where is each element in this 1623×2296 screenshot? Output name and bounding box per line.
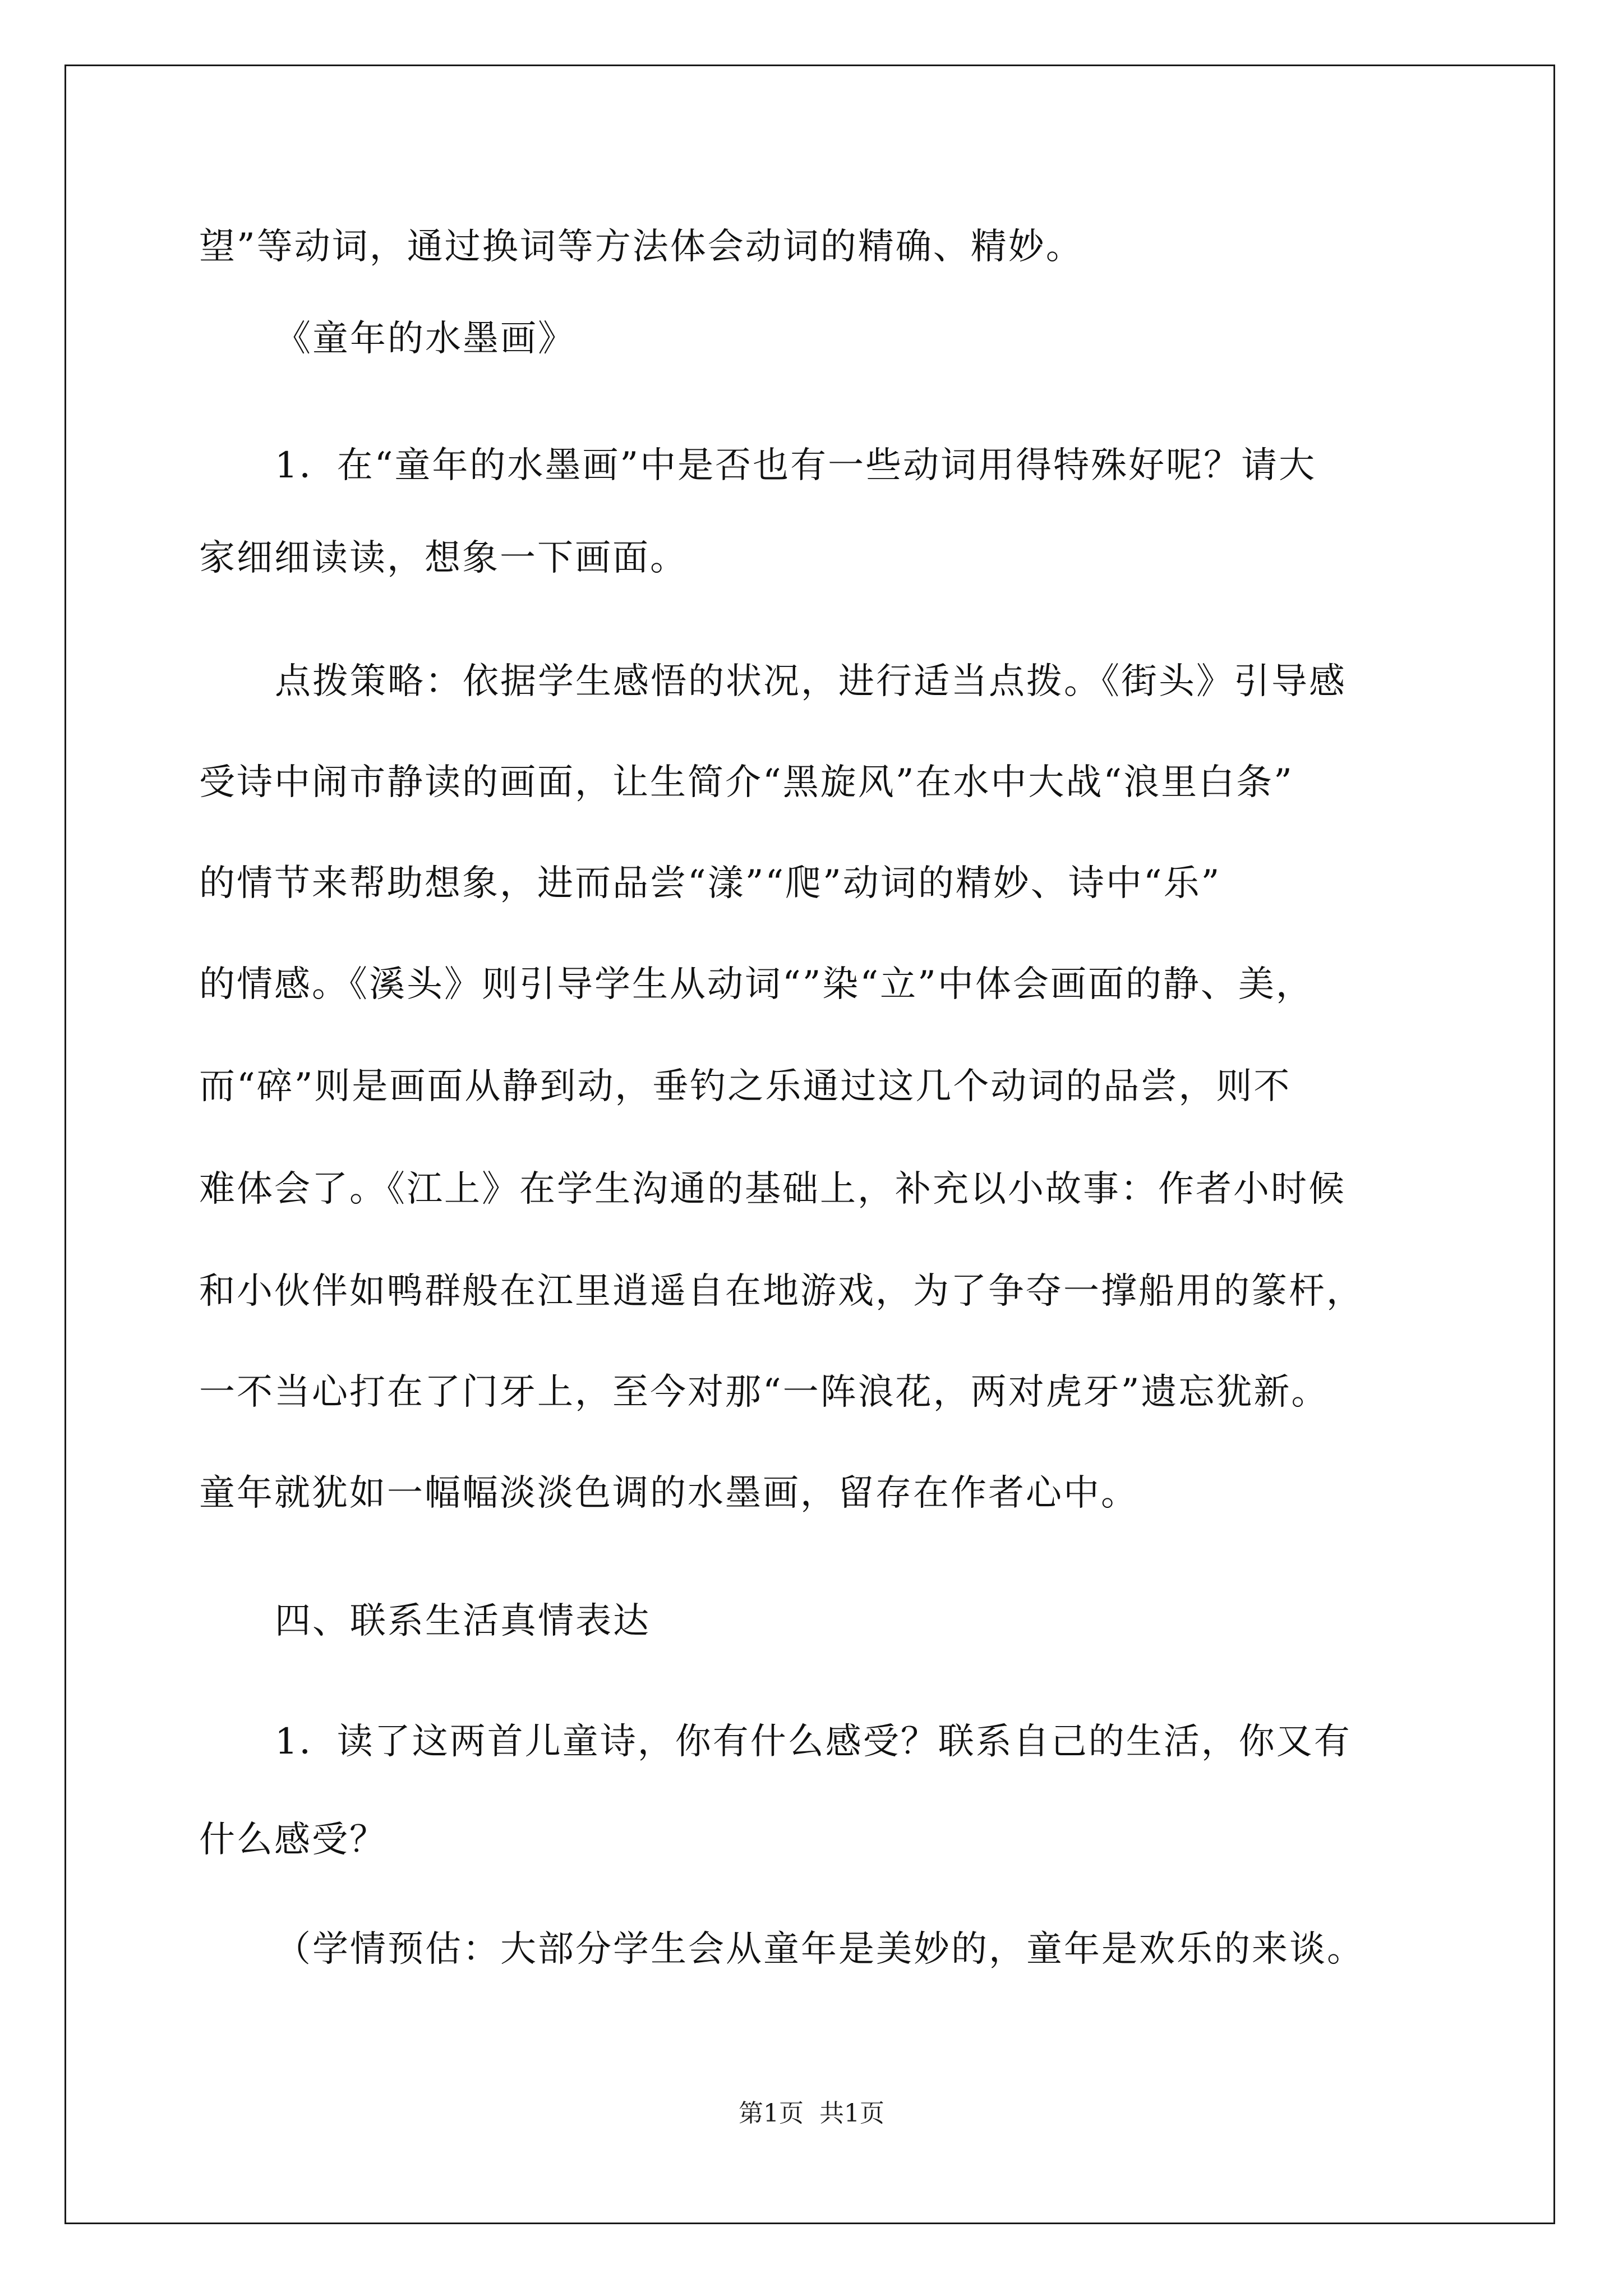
- body-line-12: 一不当心打在了门牙上，至今对那“一阵浪花，两对虎牙”遗忘犹新。: [199, 1372, 1329, 1413]
- page-number: 第1页: [739, 2099, 804, 2128]
- body-line-13: 童年就犹如一幅幅淡淡色调的水墨画，留存在作者心中。: [199, 1473, 1138, 1514]
- total-pages: 共1页: [819, 2099, 884, 2128]
- body-line-15: 1．读了这两首儿童诗，你有什么感受？联系自己的生活，你又有: [275, 1721, 1352, 1763]
- body-line-6: 受诗中闹市静读的画面，让生简介“黑旋风”在水中大战“浪里白条”: [199, 762, 1294, 803]
- body-line-9: 而“碎”则是画面从静到动，垂钓之乐通过这几个动词的品尝，则不: [199, 1066, 1292, 1107]
- body-line-17: （学情预估：大部分学生会从童年是美妙的，童年是欢乐的来谈。: [275, 1929, 1364, 1970]
- body-line-7: 的情节来帮助想象，进而品尝“漾”“爬”动词的精妙、诗中“乐”: [199, 863, 1221, 904]
- body-line-5: 点拨策略：依据学生感悟的状况，进行适当点拨。《街头》引导感: [275, 661, 1347, 702]
- page-footer: [0, 2097, 1623, 2131]
- page-border: [64, 65, 1555, 2224]
- body-line-8: 的情感。《溪头》则引导学生从动词“”染“立”中体会画面的静、美，: [199, 964, 1313, 1005]
- body-line-10: 难体会了。《江上》在学生沟通的基础上，补充以小故事：作者小时候: [199, 1168, 1346, 1210]
- body-line-1: 望”等动词，通过换词等方法体会动词的精确、精妙。: [199, 226, 1083, 268]
- body-line-16: 什么感受？: [199, 1819, 387, 1861]
- body-line-11: 和小伙伴如鸭群般在江里逍遥自在地游戏，为了争夺一撑船用的篆杆，: [199, 1271, 1364, 1312]
- body-line-4: 家细细读读，想象一下画面。: [199, 537, 688, 579]
- section-title-childhood-ink-painting: 《童年的水墨画》: [275, 318, 575, 360]
- section-heading-four: 四、联系生活真情表达: [275, 1600, 651, 1642]
- body-line-3: 1．在“童年的水墨画”中是否也有一些动词用得特殊好呢？请大: [275, 445, 1317, 486]
